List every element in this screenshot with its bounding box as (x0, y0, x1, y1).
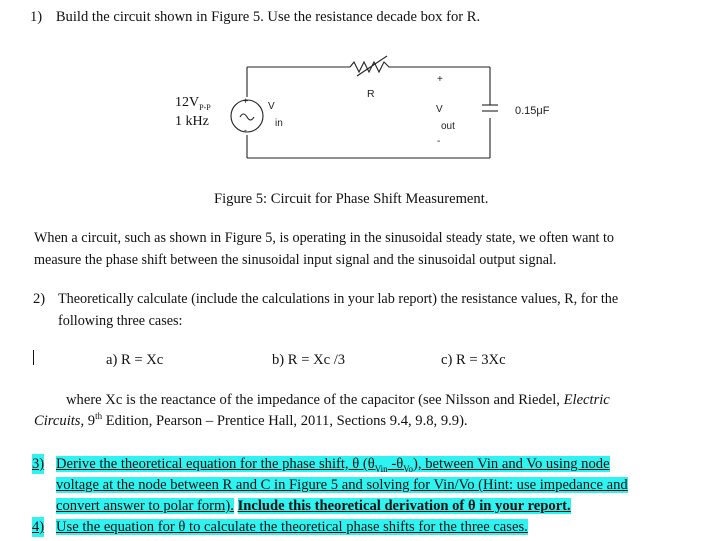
intro-line-1: When a circuit, such as shown in Figure 5, is operating in the sinusoidal steady state, we often want to (34, 230, 614, 246)
item-3-line-2 (56, 475, 628, 495)
text-cursor (33, 350, 34, 365)
where-text-2: Edition, Pearson – Prentice Hall, 2011, Sections 9.4, 9.8, 9.9). (102, 413, 468, 429)
figure-caption: Figure 5: Circuit for Phase Shift Measurement. (214, 191, 489, 207)
case-c: c) R = 3Xc (441, 352, 506, 368)
vout-sub: out (441, 121, 455, 132)
item-3-number: 3) (32, 456, 45, 472)
source-amplitude (175, 93, 211, 113)
item-3-text-c: ), between Vin and Vo using node (413, 456, 610, 472)
item-3-line-1-text (56, 456, 610, 472)
where-text-1: where Xc is the reactance of the impedance of the capacitor (see Nilsson and Riedel, (66, 392, 564, 408)
vin-sub: in (275, 118, 283, 129)
item-2-line-2: following three cases: (58, 312, 183, 329)
case-b: b) R = Xc /3 (272, 352, 346, 368)
item-4-text: Use the equation for θ to calculate the theoretical phase shifts for the three cases. (56, 519, 528, 535)
source-frequency: 1 kHz (175, 114, 209, 129)
capacitor-label: 0.15μF (515, 105, 550, 117)
where-edition-sup: th (95, 411, 103, 422)
source-amplitude-value: 12V (175, 95, 200, 110)
intro-line-2: measure the phase shift between the sinusoidal input signal and the sinusoidal output signal. (34, 251, 557, 268)
vout-plus: + (437, 74, 443, 85)
where-book-title-2: Circuits (34, 413, 81, 429)
item-3-line-1 (56, 454, 610, 474)
where-edition: , 9 (80, 413, 96, 429)
item-3-line-3 (56, 496, 571, 516)
item-2-text (58, 289, 618, 332)
item-3-text-b: -θ (387, 456, 404, 472)
item-3-line-3-text: convert answer to polar form). (56, 498, 234, 514)
vout-v: V (436, 104, 443, 115)
resistor-label: R (367, 88, 375, 100)
item-2-line-1: Theoretically calculate (include the calculations in your lab report) the resistance values, R, for the (58, 291, 619, 307)
circuit-diagram (0, 0, 703, 200)
item-2-number: 2) (33, 291, 46, 307)
intro-paragraph (34, 228, 614, 271)
item-1-number: 1) (30, 9, 43, 25)
where-book-title-1: Electric (563, 392, 610, 408)
item-3-bold-instruction: Include this theoretical derivation of θ in your report. (237, 498, 571, 514)
source-amplitude-unit: P-P (199, 102, 211, 112)
item-4-line (56, 517, 528, 537)
item-3-text-a: Derive the theoretical equation for the phase shift, θ (θ (56, 456, 375, 472)
where-line-1 (66, 390, 610, 410)
source-plus-icon: + (243, 96, 249, 106)
vin-v: V (268, 101, 275, 112)
case-a: a) R = Xc (106, 352, 164, 368)
sine-icon (240, 114, 254, 120)
item-1-text: Build the circuit shown in Figure 5. Use the resistance decade box for R. (55, 9, 481, 25)
item-4-number: 4) (32, 519, 45, 535)
item-3-sub-vo: Vo (403, 463, 414, 474)
vin-label (268, 101, 275, 113)
item-3-line-2-text: voltage at the node between R and C in Figure 5 and solving for Vin/Vo (Hint: use impedance and (56, 477, 628, 493)
source-minus-icon: - (244, 125, 247, 135)
where-line-2 (34, 411, 468, 431)
item-3-sub-vin: Vin (374, 463, 388, 474)
vout-minus: - (437, 136, 441, 147)
